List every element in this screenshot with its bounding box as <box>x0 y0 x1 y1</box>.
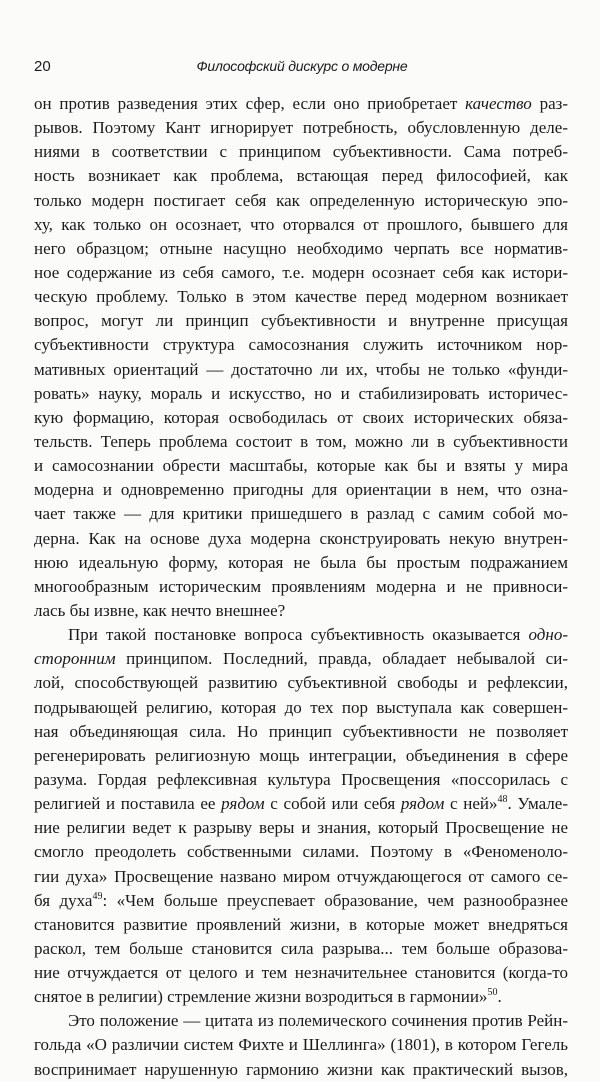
text-line <box>34 1033 568 1057</box>
text-segment: многообразным историческим проявлениям модерна и не привноси- <box>34 576 568 596</box>
text-line <box>34 671 568 695</box>
text-line <box>34 985 568 1009</box>
text-line <box>34 913 568 937</box>
text-segment: него образцом; отныне насущно необходимо черпать все норматив- <box>34 238 568 258</box>
text-segment: кую формацию, которая освободилась от своих исторических обяза- <box>34 407 568 427</box>
text-segment: ческую проблему. Только в этом качестве перед модерном возникает <box>34 287 568 307</box>
text-line <box>34 478 568 502</box>
italic-text: рядом <box>221 794 265 814</box>
text-line <box>34 333 568 357</box>
text-segment: Это положение — цитата из полемического сочинения против Рейн- <box>68 1011 568 1031</box>
text-segment: ровать» науку, мораль и искусство, но и стабилизировать историчес- <box>34 383 568 403</box>
text-segment: . <box>497 987 502 1007</box>
text-line <box>34 792 568 816</box>
text-line <box>34 1058 568 1082</box>
page-number: 20 <box>34 58 51 75</box>
text-segment: смогло преодолеть собственными силами. Поэтому в «Феноменоло- <box>34 842 568 862</box>
text-line <box>34 599 568 623</box>
page-header <box>34 58 570 80</box>
text-segment: вопрос, могут ли принцип субъективности и внутренне присущая <box>34 311 568 331</box>
text-line <box>34 551 568 575</box>
text-line <box>34 164 568 188</box>
text-line <box>34 937 568 961</box>
text-line <box>34 116 568 140</box>
text-line <box>34 358 568 382</box>
text-line <box>34 92 568 116</box>
text-line <box>34 575 568 599</box>
text-segment: гольда «О различии систем Фихте и Шеллинга» (1801), в котором Гегель <box>34 1035 568 1055</box>
text-line <box>34 961 568 985</box>
text-segment: регенерировать религиозную мощь интеграции, объединения в сфере <box>34 745 568 765</box>
text-segment: разума. Гордая рефлексивная культура Просвещения «поссорилась с <box>34 769 568 789</box>
text-line <box>34 865 568 889</box>
footnote-ref: 49 <box>92 890 103 902</box>
text-line <box>34 623 568 647</box>
text-line <box>34 527 568 551</box>
text-line <box>34 647 568 671</box>
text-segment: ная объединяющая сила. Но принцип субъективности не позволяет <box>34 721 568 741</box>
text-segment: принципом. Последний, правда, обладает небывалой си- <box>115 649 568 669</box>
text-segment: ниями в соответствии с принципом субъективности. Сама потреб- <box>34 142 568 162</box>
text-line <box>34 454 568 478</box>
italic-text: одно- <box>528 625 568 645</box>
text-line <box>34 889 568 913</box>
text-segment: гии духа» Просвещение названо миром отчуждающегося от самого се- <box>34 866 568 886</box>
italic-text: рядом <box>400 794 445 814</box>
body-text <box>34 92 568 1082</box>
text-line <box>34 382 568 406</box>
text-line <box>34 140 568 164</box>
text-line <box>34 744 568 768</box>
text-line <box>34 213 568 237</box>
text-segment: лась бы извне, как нечто внешнее? <box>34 600 286 620</box>
text-segment: рывов. Поэтому Кант игнорирует потребность, обусловленную деле- <box>34 118 568 138</box>
text-segment: ное содержание из себя самого, т.е. модерн осознает себя как истори- <box>34 262 568 282</box>
text-segment: нюю идеальную форму, которая не была бы простым подражанием <box>34 552 568 572</box>
text-segment: мативных ориентаций — достаточно ли их, чтобы не только «фунди- <box>34 359 568 379</box>
text-segment: с собой или себя <box>264 794 401 814</box>
text-line <box>34 720 568 744</box>
text-line <box>34 768 568 792</box>
text-segment: . Умале- <box>507 794 568 814</box>
text-line <box>34 189 568 213</box>
text-segment: подрывающей религию, которая до тех пор выступала как совершен- <box>34 697 568 717</box>
text-segment: При такой постановке вопроса субъективность оказывается <box>68 625 529 645</box>
text-segment: ху, как только он осознает, что оторвался от прошлого, бывшего для <box>34 214 568 234</box>
running-title: Философский дискурс о модерне <box>196 58 408 74</box>
text-line <box>34 696 568 720</box>
text-line <box>34 1009 568 1033</box>
text-segment: с ней» <box>444 794 498 814</box>
text-segment: тельств. Теперь проблема состоит в том, можно ли в субъективности <box>34 431 568 451</box>
text-segment: бя духа <box>34 890 93 910</box>
text-segment: воспринимает нарушенную гармонию жизни как практический вызов, <box>34 1059 568 1079</box>
text-segment: лой, способствующей развитию субъективной свободы и рефлексии, <box>34 673 568 693</box>
text-segment: дерна. Как на основе духа модерна сконструировать некую внутрен- <box>34 528 568 548</box>
text-segment: ность возникает как проблема, встающая перед философией, как <box>34 166 568 186</box>
text-segment: он против разведения этих сфер, если оно приобретает <box>34 94 466 113</box>
text-line <box>34 285 568 309</box>
text-line <box>34 261 568 285</box>
footnote-ref: 50 <box>487 987 498 999</box>
text-segment: раз- <box>531 94 569 113</box>
text-line <box>34 840 568 864</box>
italic-text: качество <box>465 94 532 113</box>
text-segment: чает также — для критики пришедшего в разлад с самим собой мо- <box>34 504 568 524</box>
text-segment: субъективности структура самосознания служить источником нор- <box>34 335 568 355</box>
text-line <box>34 237 568 261</box>
text-segment: становится развитие проявлений жизни, в которые может внедряться <box>34 914 568 934</box>
text-segment: ние религии ведет к разрыву веры и знания, который Просвещение не <box>34 818 568 838</box>
text-segment: : «Чем больше преуспевает образование, чем разнообразнее <box>102 890 568 910</box>
text-segment: снятое в религии) стремление жизни возродиться в гармонии» <box>34 987 488 1007</box>
text-segment: религией и поставила ее <box>34 794 222 814</box>
italic-text: сторонним <box>34 649 116 669</box>
text-line <box>34 309 568 333</box>
text-line <box>34 816 568 840</box>
text-segment: только модерн постигает себя как определенную историческую эпо- <box>34 190 568 210</box>
text-line <box>34 502 568 526</box>
text-segment: и самосознании обрести масштабы, которые как бы и взяты у мира <box>34 456 568 476</box>
text-line <box>34 406 568 430</box>
text-line <box>34 430 568 454</box>
text-segment: модерна и одновременно пригодны для ориентации в нем, что озна- <box>34 480 568 500</box>
footnote-ref: 48 <box>497 794 508 806</box>
text-segment: ние отчуждается от целого и тем незначительнее становится (когда-то <box>34 963 568 983</box>
text-segment: раскол, тем больше становится сила разрыва... тем больше образова- <box>34 938 568 958</box>
